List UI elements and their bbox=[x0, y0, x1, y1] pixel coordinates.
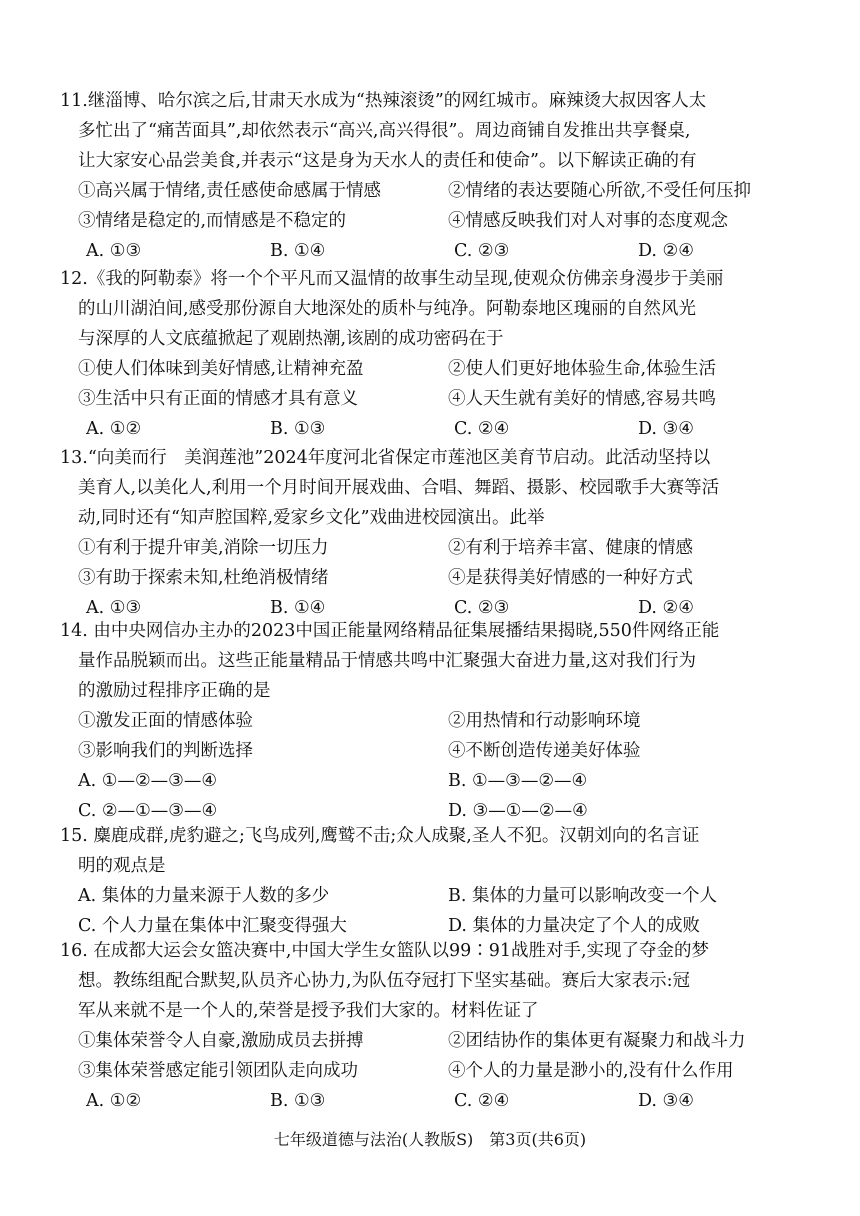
item-3: ③生活中只有正面的情感才具有意义 bbox=[78, 389, 358, 409]
item-2: ②用热情和行动影响环境 bbox=[448, 711, 641, 731]
stem-line: 13.“向美而行 美润莲池”2024年度河北省保定市莲池区美育节启动。此活动坚持以 bbox=[60, 448, 711, 468]
question-12 bbox=[60, 264, 798, 444]
items-row bbox=[60, 354, 798, 384]
item-3: ③情绪是稳定的,而情感是不稳定的 bbox=[78, 211, 347, 231]
item-1: ①使人们体味到美好情感,让精神充盈 bbox=[78, 359, 364, 379]
choice-c: C. ②④ bbox=[454, 1091, 510, 1111]
item-4: ④是获得美好情感的一种好方式 bbox=[448, 568, 693, 588]
choice-b: B. ①—③—②—④ bbox=[448, 771, 588, 791]
items-row bbox=[60, 533, 798, 563]
items-row bbox=[60, 206, 798, 236]
choice-d: D. ③④ bbox=[638, 1091, 694, 1111]
stem-line: 的激励过程排序正确的是 bbox=[78, 681, 271, 701]
question-15 bbox=[60, 821, 798, 941]
stem-line: 想。教练组配合默契,队员齐心协力,为队伍夺冠打下坚实基础。赛后大家表示:冠 bbox=[78, 971, 691, 991]
choice-b: B. ①③ bbox=[270, 1091, 326, 1111]
stem-line: 15. 麋鹿成群,虎豹避之;飞鸟成列,鹰鹫不击;众人成聚,圣人不犯。汉朝刘向的名言证 bbox=[60, 826, 700, 846]
choices-row bbox=[60, 236, 798, 266]
item-4: ④人天生就有美好的情感,容易共鸣 bbox=[448, 389, 717, 409]
items-row bbox=[60, 563, 798, 593]
item-1: ①高兴属于情绪,责任感使命感属于情感 bbox=[78, 181, 382, 201]
question-13 bbox=[60, 443, 798, 623]
stem-line: 量作品脱颖而出。这些正能量精品于情感共鸣中汇聚强大奋进力量,这对我们行为 bbox=[78, 651, 697, 671]
choice-b: B. ①③ bbox=[270, 419, 326, 439]
item-2: ②使人们更好地体验生命,体验生活 bbox=[448, 359, 717, 379]
choice-c: C. ②③ bbox=[454, 598, 510, 618]
stem-line: 明的观点是 bbox=[78, 856, 166, 876]
page-footer: 七年级道德与法治(人教版S) 第3页(共6页) bbox=[273, 1130, 587, 1149]
items-row bbox=[60, 736, 798, 766]
item-4: ④不断创造传递美好体验 bbox=[448, 741, 641, 761]
stem-line: 多忙出了“痛苦面具”,却依然表示“高兴,高兴得很”。周边商铺自发推出共享餐桌, bbox=[78, 121, 691, 141]
items-row bbox=[60, 706, 798, 736]
choice-b: B. 集体的力量可以影响改变一个人 bbox=[448, 886, 717, 906]
choice-c: C. ②—①—③—④ bbox=[78, 801, 218, 821]
choice-b: B. ①④ bbox=[270, 598, 326, 618]
item-2: ②有利于培养丰富、健康的情感 bbox=[448, 538, 693, 558]
item-3: ③集体荣誉感定能引领团队走向成功 bbox=[78, 1061, 358, 1081]
item-4: ④个人的力量是渺小的,没有什么作用 bbox=[448, 1061, 734, 1081]
stem-line: 让大家安心品尝美食,并表示“这是身为天水人的责任和使命”。以下解读正确的有 bbox=[78, 151, 697, 171]
choice-a: A. ①② bbox=[86, 419, 142, 439]
items-row bbox=[60, 176, 798, 206]
choice-c: C. ②③ bbox=[454, 241, 510, 261]
stem-line: 14. 由中央网信办主办的2023中国正能量网络精品征集展播结果揭晓,550件网络正能 bbox=[60, 621, 720, 641]
item-4: ④情感反映我们对人对事的态度观念 bbox=[448, 211, 728, 231]
choice-d: D. ③④ bbox=[638, 419, 694, 439]
choice-d: D. 集体的力量决定了个人的成败 bbox=[448, 916, 701, 936]
choice-c: C. 个人力量在集体中汇聚变得强大 bbox=[78, 916, 347, 936]
item-1: ①激发正面的情感体验 bbox=[78, 711, 253, 731]
question-11 bbox=[60, 86, 798, 266]
choice-a: A. ①③ bbox=[86, 598, 142, 618]
item-1: ①有利于提升审美,消除一切压力 bbox=[78, 538, 329, 558]
choices-row bbox=[60, 766, 798, 796]
question-16 bbox=[60, 936, 798, 1116]
item-2: ②团结协作的集体更有凝聚力和战斗力 bbox=[448, 1031, 746, 1051]
items-row bbox=[60, 1026, 798, 1056]
item-3: ③有助于探索未知,杜绝消极情绪 bbox=[78, 568, 329, 588]
choice-d: D. ②④ bbox=[638, 241, 694, 261]
stem-line: 12.《我的阿勒泰》将一个个平凡而又温情的故事生动呈现,使观众仿佛亲身漫步于美丽 bbox=[60, 269, 724, 289]
choice-a: A. ①③ bbox=[86, 241, 142, 261]
stem-line: 的山川湖泊间,感受那份源自大地深处的质朴与纯净。阿勒泰地区瑰丽的自然风光 bbox=[78, 299, 697, 319]
stem-line: 与深厚的人文底蕴掀起了观剧热潮,该剧的成功密码在于 bbox=[78, 329, 504, 349]
items-row bbox=[60, 1056, 798, 1086]
choices-row bbox=[60, 414, 798, 444]
stem-line: 16. 在成都大运会女篮决赛中,中国大学生女篮队以99∶91战胜对手,实现了夺金的梦 bbox=[60, 941, 710, 961]
question-14 bbox=[60, 616, 798, 826]
stem-line: 军从来就不是一个人的,荣誉是授予我们大家的。材料佐证了 bbox=[78, 1001, 539, 1021]
choice-a: A. ①—②—③—④ bbox=[78, 771, 218, 791]
item-1: ①集体荣誉令人自豪,激励成员去拼搏 bbox=[78, 1031, 364, 1051]
item-2: ②情绪的表达要随心所欲,不受任何压抑 bbox=[448, 181, 752, 201]
items-row bbox=[60, 384, 798, 414]
choice-a: A. 集体的力量来源于人数的多少 bbox=[78, 886, 330, 906]
choice-d: D. ②④ bbox=[638, 598, 694, 618]
choice-c: C. ②④ bbox=[454, 419, 510, 439]
choices-row bbox=[60, 881, 798, 911]
choices-row bbox=[60, 1086, 798, 1116]
stem-line: 11.继淄博、哈尔滨之后,甘肃天水成为“热辣滚烫”的网红城市。麻辣烫大叔因客人太 bbox=[60, 91, 707, 111]
stem-line: 美育人,以美化人,利用一个月时间开展戏曲、合唱、舞蹈、摄影、校园歌手大赛等活 bbox=[78, 478, 720, 498]
choice-a: A. ①② bbox=[86, 1091, 142, 1111]
stem-line: 动,同时还有“知声腔国粹,爱家乡文化”戏曲进校园演出。此举 bbox=[78, 508, 545, 528]
choice-d: D. ③—①—②—④ bbox=[448, 801, 588, 821]
choice-b: B. ①④ bbox=[270, 241, 326, 261]
item-3: ③影响我们的判断选择 bbox=[78, 741, 253, 761]
